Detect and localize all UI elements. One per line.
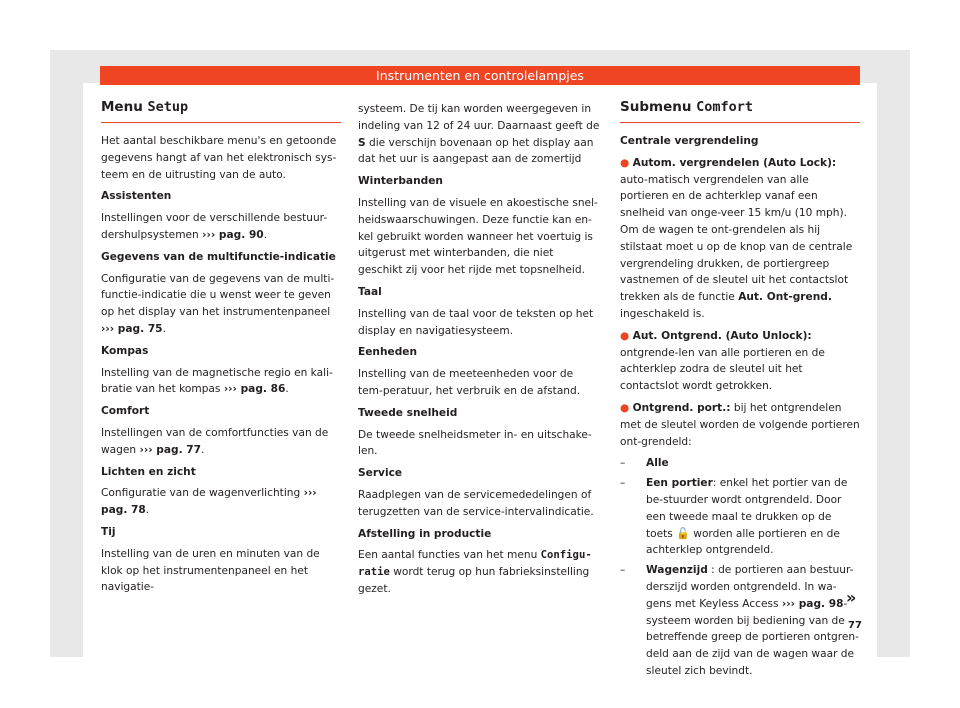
text-winterbanden: Instelling van de visuele en akoestische snel-heidswaarschuwingen. Deze functie kan en-kel gebruikt worden wanneer het voertuig is uitgerust met winterbanden, die niet geschikt zij voor het rijde met topsnelheid. bbox=[358, 196, 598, 277]
section-title-comfort bbox=[620, 98, 860, 123]
text-tij: Instelling van de uren en minuten van de klok op het instrumentenpaneel en het navigatie- bbox=[101, 547, 320, 594]
heading-comfort: Comfort bbox=[101, 405, 150, 418]
text-eenheden: Instelling van de meeteenheden voor de tem-peratuur, het verbruik en de afstand. bbox=[358, 368, 581, 397]
text-comfort: Instellingen van de comfortfuncties van de wagen ››› pag. 77. bbox=[101, 426, 329, 456]
body: ingeschakeld is. bbox=[620, 307, 705, 320]
body: die verschijn bovenaan op het display aan dat het uur is aangepast aan de zomertijd bbox=[358, 136, 594, 166]
heading-lichten: Lichten en zicht bbox=[101, 465, 196, 478]
unlock-icon: 🔓 bbox=[676, 526, 690, 540]
bullet-icon: ● bbox=[620, 329, 630, 342]
body: Een aantal functies van het menu bbox=[358, 549, 541, 562]
option-label: Alle bbox=[646, 457, 669, 470]
body: bij het ontgrendelen met de sleutel worden de volgende portieren ont-grendeld: bbox=[620, 401, 860, 448]
text-taal: Instelling van de taal voor de teksten op het display en navigatiesysteem. bbox=[358, 307, 594, 337]
body: Instellingen voor de verschillende bestuur-dershulpsystemen bbox=[101, 212, 328, 241]
body: Instelling van de magnetische regio en kali-bratie van het kompas bbox=[101, 366, 333, 396]
body: wordt terug op hun fabrieksinstelling gezet. bbox=[358, 566, 590, 595]
body: ontgrende-len van alle portieren en de achterklep zodra de sleutel uit het contactslot wordt getrokken. bbox=[620, 346, 825, 393]
body: Configuratie van de wagenverlichting bbox=[101, 487, 304, 500]
summer-time-symbol: S bbox=[358, 136, 366, 149]
item-ontgrend-port bbox=[620, 400, 860, 450]
page-number: 77 bbox=[848, 620, 862, 631]
column-middle bbox=[358, 101, 600, 603]
title-menu-name: Comfort bbox=[696, 99, 754, 115]
heading-assistenten: Assistenten bbox=[101, 190, 172, 203]
heading-winterbanden: Winterbanden bbox=[358, 175, 443, 188]
heading-multifunctie: Gegevens van de multifunctie-indicatie bbox=[101, 250, 336, 263]
heading-kompas: Kompas bbox=[101, 344, 149, 357]
body: -systeem worden bij bediening van de betreffende greep de portieren ontgren-deld aan de zijd van de wagen waar de sleutel zich bevindt. bbox=[646, 597, 859, 677]
body: : enkel het portier van de be-stuurder wordt ontgrendeld. Door een tweede maal te drukken op de toets bbox=[646, 477, 848, 540]
intro-text: Het aantal beschikbare menu's en getoonde gegevens hangt af van het elektronisch sys-teem en de uitrusting van de auto. bbox=[101, 135, 337, 181]
page-ref-link[interactable]: ››› pag. 90 bbox=[202, 228, 264, 241]
heading-centrale-vergrendeling: Centrale vergrendeling bbox=[620, 135, 759, 147]
text-service: Raadplegen van de servicemededelingen of terugzetten van de service-intervalindicatie. bbox=[358, 488, 594, 518]
text-kompas: Instelling van de magnetische regio en kali-bratie van het kompas ››› pag. 86. bbox=[101, 366, 333, 396]
heading-tij: Tij bbox=[101, 525, 116, 538]
page-ref-link[interactable]: ››› pag. 77 bbox=[139, 443, 202, 456]
menu-name: Configu-ratie bbox=[358, 549, 592, 579]
title-prefix: Menu bbox=[101, 99, 148, 115]
body: auto-matisch vergrendelen van alle portieren en de achterklep vanaf een snelheid van onge-veer 15 km/u (10 mph). Om de wagen te ont-grendelen als hij stilstaat moet u op de knop van de centrale vergrendeling drukken, de portiergreep vastnemen of de sleutel uit het contactslot trekken als de functie bbox=[620, 173, 853, 304]
dash-marker: – bbox=[620, 457, 626, 470]
section-title-setup bbox=[101, 98, 341, 123]
title-prefix: Submenu bbox=[620, 99, 697, 115]
item-label: Aut. Ontgrend. (Auto Unlock): bbox=[632, 329, 812, 342]
body: Instellingen van de comfortfuncties van de wagen bbox=[101, 426, 329, 456]
column-right bbox=[620, 98, 860, 683]
body: worden alle portieren en de achterklep ontgrendeld. bbox=[646, 527, 840, 557]
option-een-portier bbox=[620, 475, 860, 559]
text-lichten: Configuratie van de wagenverlichting ››› pag. 78. bbox=[101, 487, 317, 517]
page-ref-link[interactable]: ››› pag. 78 bbox=[101, 487, 317, 517]
option-alle bbox=[620, 455, 860, 472]
option-label: Een portier bbox=[646, 477, 713, 490]
page-ref-link[interactable]: ››› pag. 75 bbox=[101, 322, 163, 335]
dash-marker: – bbox=[620, 477, 626, 490]
bullet-icon: ● bbox=[620, 401, 630, 414]
chapter-header: Instrumenten en controlelampjes bbox=[100, 66, 860, 85]
bullet-icon: ● bbox=[620, 156, 630, 169]
body: Configuratie van de gegevens van de multi-functie-indicatie die u wenst weer te geven op het display van het instrumentenpaneel bbox=[101, 272, 335, 319]
heading-afstelling: Afstelling in productie bbox=[358, 527, 492, 540]
column-left bbox=[101, 98, 341, 601]
function-name: Aut. Ont-grend. bbox=[738, 291, 832, 304]
heading-service: Service bbox=[358, 467, 403, 480]
dash-marker: – bbox=[620, 564, 626, 577]
option-label: Wagenzijd bbox=[646, 564, 708, 577]
text-multifunctie: Configuratie van de gegevens van de multi-functie-indicatie die u wenst weer te geven op het display van het instrumentenpaneel ››› pag. 75. bbox=[101, 272, 335, 335]
page-ref-link[interactable]: ››› pag. 98 bbox=[781, 597, 844, 610]
body: systeem. De tij kan worden weergegeven in indeling van 12 of 24 uur. Daarnaast geeft de bbox=[358, 103, 600, 132]
page-ref-link[interactable]: ››› pag. 86 bbox=[223, 383, 286, 396]
text-tij-cont bbox=[358, 101, 600, 168]
item-auto-unlock bbox=[620, 328, 860, 395]
item-label: Ontgrend. port.: bbox=[632, 401, 731, 414]
heading-tweede-snelheid: Tweede snelheid bbox=[358, 406, 458, 419]
item-label: Autom. vergrendelen (Auto Lock): bbox=[632, 156, 837, 169]
item-auto-lock bbox=[620, 155, 860, 323]
text-afstelling bbox=[358, 547, 600, 597]
text-tweede-snelheid: De tweede snelheidsmeter in- en uitschake-len. bbox=[358, 428, 592, 458]
heading-eenheden: Eenheden bbox=[358, 346, 418, 359]
heading-taal: Taal bbox=[358, 285, 382, 298]
title-menu-name: Setup bbox=[147, 99, 189, 115]
body: : de portieren aan bestuur-derszijd worden ontgrendeld. In wa-gens met Keyless Access bbox=[646, 564, 854, 610]
option-wagenzijde bbox=[620, 562, 860, 680]
continued-arrow-icon: » bbox=[846, 588, 857, 607]
text-assistenten: Instellingen voor de verschillende bestuur-dershulpsystemen ››› pag. 90. bbox=[101, 212, 328, 241]
